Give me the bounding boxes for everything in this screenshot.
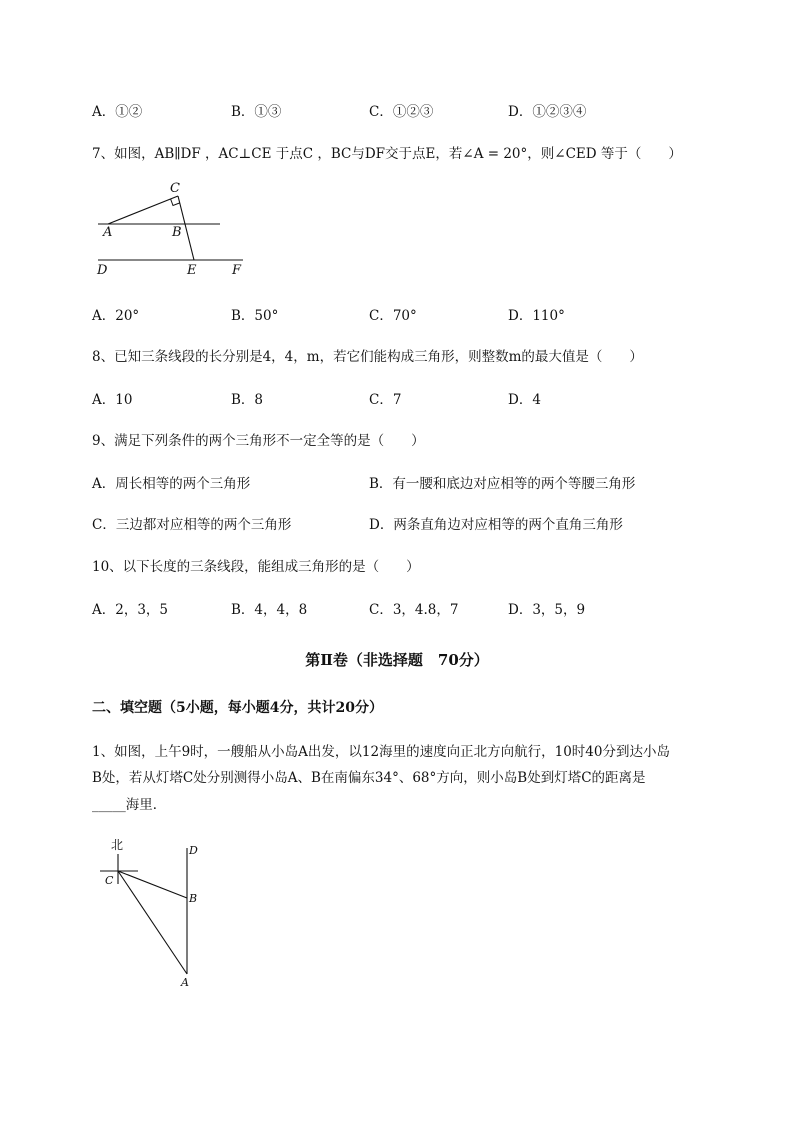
q10-option-b: B．4，4，8 xyxy=(231,602,308,618)
label-d: D xyxy=(97,263,108,278)
label-north: 北 xyxy=(111,838,124,852)
q7-option-a: A．20° xyxy=(92,308,140,324)
q8-option-a: A．10 xyxy=(92,392,133,408)
label-f: F xyxy=(232,263,242,278)
q7-option-b: B．50° xyxy=(231,308,279,324)
fill1-figure xyxy=(94,834,224,994)
label-e: E xyxy=(187,263,197,278)
q7-stem: 7、如图，AB∥DF ，AC⊥CE 于点C ，BC与DF交于点E，若∠A = 20°，则∠CED 等于（ ） xyxy=(92,146,682,162)
q6-option-a: A．①② xyxy=(92,104,143,120)
fill1-line1: 1、如图，上午9时，一艘船从小岛A出发，以12海里的速度向正北方向航行，10时40分到达小岛 xyxy=(92,744,670,760)
right-angle-mark xyxy=(171,199,180,206)
q9-option-d: D．两条直角边对应相等的两个直角三角形 xyxy=(369,517,623,533)
q10-option-c: C．3，4.8，7 xyxy=(369,602,459,618)
q6-option-d: D．①②③④ xyxy=(508,104,587,120)
q7-figure xyxy=(90,178,260,283)
segment-ac xyxy=(108,196,178,224)
section2-heading: 二、填空题（5小题，每小题4分，共计20分） xyxy=(92,700,383,716)
q9-option-b: B．有一腰和底边对应相等的两个等腰三角形 xyxy=(369,476,636,492)
q9-stem: 9、满足下列条件的两个三角形不一定全等的是（ ） xyxy=(92,433,425,449)
q9-option-c: C．三边都对应相等的两个三角形 xyxy=(92,517,292,533)
q6-option-b: B．①③ xyxy=(231,104,282,120)
fill1-line2: B处，若从灯塔C处分别测得小岛A、B在南偏东34°、68°方向，则小岛B处到灯塔C的距离是 xyxy=(92,770,646,786)
label-a: A xyxy=(103,225,113,240)
q6-option-c: C．①②③ xyxy=(369,104,434,120)
label-b: B xyxy=(172,225,182,240)
q7-option-d: D．110° xyxy=(508,308,565,324)
q8-option-c: C．7 xyxy=(369,392,402,408)
q10-option-a: A．2，3，5 xyxy=(92,602,169,618)
fill1-line3: _____海里． xyxy=(92,797,167,813)
segment-ca xyxy=(118,871,187,974)
label-c: C xyxy=(170,181,180,196)
q10-stem: 10、以下长度的三条线段，能组成三角形的是（ ） xyxy=(92,559,420,575)
label-b: B xyxy=(189,892,198,905)
label-a: A xyxy=(181,976,189,989)
label-d: D xyxy=(189,844,198,857)
q8-option-b: B．8 xyxy=(231,392,264,408)
q10-option-d: D．3，5，9 xyxy=(508,602,586,618)
segment-cb xyxy=(118,871,187,898)
q8-option-d: D．4 xyxy=(508,392,541,408)
q7-option-c: C．70° xyxy=(369,308,417,324)
part2-title: 第Ⅱ卷（非选择题 70分） xyxy=(305,651,489,669)
q9-option-a: A．周长相等的两个三角形 xyxy=(92,476,251,492)
q8-stem: 8、已知三条线段的长分别是4，4，m，若它们能构成三角形，则整数m的最大值是（ ） xyxy=(92,349,643,365)
label-c: C xyxy=(105,874,114,887)
